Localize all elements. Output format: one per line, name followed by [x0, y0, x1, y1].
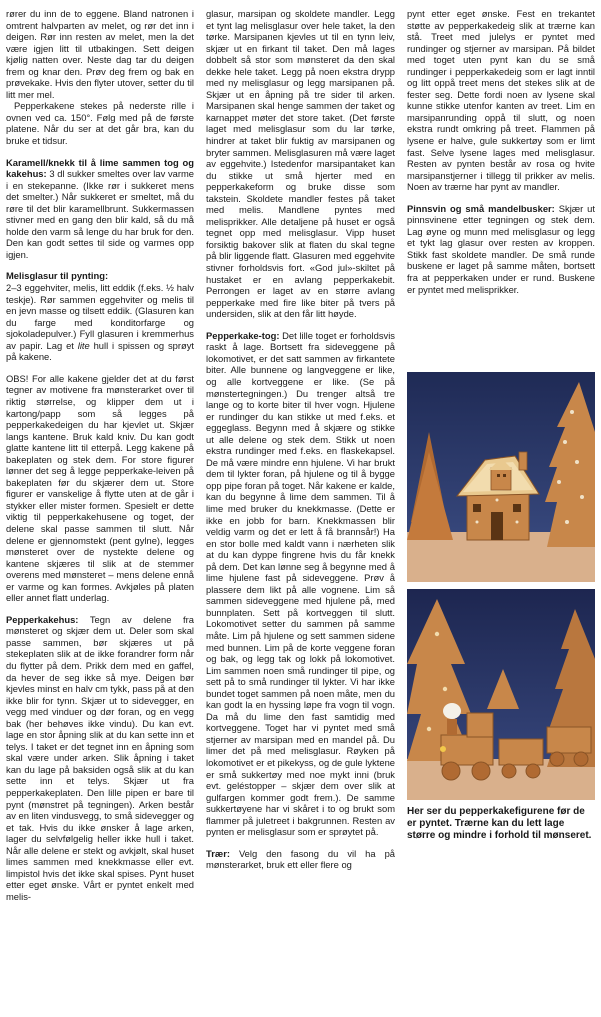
paragraph — [6, 270, 194, 362]
paragraph — [6, 157, 194, 261]
section-heading: Pinnsvin og små mandelbusker: — [407, 202, 555, 214]
paragraph-body: Tegn av delene fra mønsteret og skjær dem ut. Deler som skal passe sammen, bør skjæres ut på stekeplaten slik at de ikke forandrer form når du flytter på dem. Prikk dem med en gaffel, da hever de seg ikke så mye. Deigen bør kjevles minst en halv cm tykk, pass på at den ikke blir for tynn. Skjær ut to sidevegger, en vegg med vinduer og dør foran, og en vegg bak (her behøves ikke vindu). Du kan evt. lage en stor åpning slik at du kan sette inn et telys. I taket er det tegnet inn en åpning som skal være under arken. Slik åpning i taket kan du lage på baksiden også slik at du kan sette inn et telys. Skjær ut fra pepperkakeplaten. Den lille pipen er bare til pynt (mønstret på tegningen). Arken består av en liten vindusvegg, to små sidevegger og et tak. Hvis du ikke ønsker å lage arken, lager du selvfølgelig heller ikke hull i taket. Når alle delene er stekt og avkjølt, skal huset limes sammen med knekkmasse eller evt. limpistol hvis det ikke skal spises. Pynt huset etter eget ønske. Vårt er pyntet enkelt med melis- — [6, 613, 194, 902]
paragraph — [6, 614, 194, 903]
gingerbread-train-illustration — [407, 589, 595, 800]
section-heading: Trær: — [206, 847, 230, 859]
paragraph-body: Det lille toget er forholdsvis raskt å lage. Bortsett fra sideveggene på lokomotivet, er det satt sammen av firkantete biter. Alle bunnene og langveggene er like, og alle kortveggene er like. (Se på mønstertegningen.) Du trenger altså tre lange og to korte biter til hver vogn. Hjulene er rundinger du kan stikke ut med f.eks. et eggeglass. Begynn med å skjære og stikke ut alle delene og stek dem. Stikk ut noen ekstra rundinger med f.eks. en flaskekapsel. De må være mindre enn hjulene. Vi har brukt dem til lykter foran, på hjulene og til å bygge opp pipe foran på toget. Når kakene er kalde, kan du begynne å lime dem sammen. Til å lime med bruker du knekkmasse. (Dette er ikke en jobb for barn. Knekkmassen blir veldig varm og det er lett å få brannsår!) Ha en stor bolle med kaldt vann i nærheten slik at du kan dyppe fingrene hvis du får knekk på dem. Det kan lønne seg å begynne med å lime hjulene fast på sideveggene. Prøv å plassere dem likt på alle vognene. Lim så sammen sideveggene med hjulene på, med bunnplaten. Sett på kortveggen til slutt. Lokomotivet setter du sammen på samme måte. Lim på hjulene og sett sammen sidene med bunnen. Lim på de korte veggene foran og bak, og legg tak og lokk på lokomotivet. Lim sammen noen små rundinger til pipe, og sett på to små rundinger til lykter. Vi har ikke bundet toget sammen på noen måte, men du kan godt la en hyssing løpe fra vogn til vogn. Da må du lime den fast samtidig med kortveggene. Toget har vi pyntet med små stjerner av marsipan med en mandel på. Du limer det på med melisglasur. Røyken på lokomotivet er et pikekyss, og de gule lyktene er små sukkertøy med noe mykt inni (bruk evt. geléstopper – skjær dem over slik at gulfargen kommer godt frem.). De samme sukkertøyene har vi skåret i to og brukt som flammer på juletreet i bakgrunnen. Resten av pynten er melisglasur som er sprøytet på. — [206, 329, 395, 838]
text-column-right — [407, 8, 595, 358]
photo-caption: Her ser du pepperkakefigurene før de er pyntet. Trærne kan du lett lage større og mindre i forhold til mønseret. — [407, 806, 592, 841]
text-column-middle — [206, 8, 395, 1013]
photo-gingerbread-train — [407, 589, 595, 800]
section-heading: Pepperkakehus: — [6, 613, 79, 625]
paragraph — [206, 848, 395, 871]
paragraph: Pepperkakene stekes på nederste rille i ovnen ved ca. 150°. Følg med på de første platene. Når du ser at det går bra, kan du bruke et tidsur. — [6, 100, 194, 147]
paragraph-body: 2–3 eggehviter, melis, litt eddik (f.eks. ½ halv teskje). Rør sammen eggehviter og melis til en jevn masse og tilsett eddik. (Glasuren kan du farge med konditorfarge og sjokoladepulver.) Fyll glasuren i kremmerhus av papir. Lag et — [6, 282, 194, 351]
section-heading: Karamell/knekk til å lime sammen tog og kakehus: — [6, 156, 194, 180]
section-heading: Melisglasur til pynting: — [6, 270, 109, 282]
emphasis: lite — [77, 339, 90, 351]
paragraph: glasur, marsipan og skoldete mandler. Legg et tynt lag melisglasur over hele taket, la den tørke. Marsipanen kjevles ut til en tynn leiv, skjær ut en firkant til taket. Den må lages dobbelt så stor som mønsteret da den skal dekke hele taket. Legg på noen ekstra drypp med ny melisglasur og legg marsipanen på. Skjær ut en åpning på tre sider til arken. Marsipanen skal henge sammen der taket og karnappet møter det store taket. (Det første laget med melisglasur som du lar tørke, hindrer at taket blir fuktig av marsipanen og bryter sammen. Melisglasuren må være laget av eggehvite.) Istedenfor marsipantaket kan du stikke ut små hjerter med en pepperkakeform og bruke disse som takstein. Skoldete mandler festes på taket med melis. Mandlene pyntes med melisprikker. Alle detaljene på huset er også tegnet opp med melisglasur. Vipp huset forsiktig bakover slik at flaten du skal tegne på blir liggende flatt. Glasuren med eggehvite stivner forholdsvis fort. «God jul»-skiltet på hustaket er en avlang pepperkakebit. Perrongen er laget av en større avlang pepperkake med fire like biter på tvers på undersiden, slik at den får litt høyde. — [206, 8, 395, 320]
paragraph-body: 3 dl sukker smeltes over lav varme i en stekepanne. (Ikke rør i sukkeret mens det smelter.) Når sukkeret er smeltet, må du røre til det blir karamellbrunt. Sukkermassen stivner med en gang den blir kald, så du må holde den varm så lenge du har bruk for den. Den kan godt settes til side og varmes opp igjen. — [6, 168, 194, 260]
paragraph-body: Skjær ut pinnsvinene etter tegningen og stek dem. Lag øyne og munn med melisglasur og legg et tykt lag glasur over resten av kroppen. Stikk fast skoldete mandler. De små runde buskene er laget på samme måten, bortsett fra at pepperkaken under er rund. Buskene er pyntet med melisprikker. — [407, 202, 595, 295]
paragraph: pynt etter eget ønske. Fest en trekantet støtte av pepperkakedeig slik at trærne kan stå. Treet med julelys er pyntet med rundinger og stjerner av marsipan. På bildet med toget uten pynt kan du se små rundinger i pepperkakedeig som er lagt inntil og litt oppå treet mens det stekes slik at de fester seg. Dette fordi noen av lysene skal kunne stikke utenfor kanten av treet. Lim en marsipanrunding oppå til slutt, og noen ekstra rundt omkring på treet. Flammen på lysene er halve, gule sukkertøy som er limt fast. Selve lysene lages med melisglasur. Resten av pynten består av rosa og hvite marsipanstjerner i tillegg til prikker av melis. Noen av trærne har pynt av mandler. — [407, 8, 595, 193]
text-column-left — [6, 8, 194, 1013]
photo-gingerbread-house — [407, 372, 595, 582]
paragraph: OBS! For alle kakene gjelder det at du først tegner av motivene fra mønsterarket over til riktig størrelse, og klipper dem ut i kartong/papp som så legges på pepperkakedeigen du har kjevlet ut. Skjær langs kantene. Bruk kald kniv. Du kan godt glatte kantene litt til etterpå. Legg kakene på bakeplaten og stek dem. For store figurer lønner det seg å legge pepperkake-leiven på bakeplaten før du skjærer dem ut. Store figurer er vanskelige å flytte uten at de går i stykker eller mister formen. Spesielt er dette viktig til pepperkakehusene og toget, der delene skal passe sammen til slutt. Når delene er gjennomstekt (pent gylne), legges mønsteret over de nystekte delene og kantene skjæres til slik at de stemmer overens med mønsteret – mens delene ennå er varme og kan formes. Avkjøles på platen eller annet flatt underlag. — [6, 372, 194, 604]
section-heading: Pepperkake-tog: — [206, 329, 280, 341]
paragraph: rører du inn de to eggene. Bland natronen i omtrent halvparten av melet, og rør det inn i deigen. Rør inn resten av melet, men la det være igjen litt til utbakingen. Sett deigen kjølig natten over. Neste dag tar du deigen frem og knar den. Prøv deg frem og bak en prøvekake. Hvis den flyter utover, setter du til litt mer mel. — [6, 8, 194, 100]
paragraph-body: Velg den fasong du vil ha på mønsterarket, bruk ett eller flere og — [206, 847, 395, 871]
gingerbread-house-illustration — [407, 372, 595, 582]
paragraph — [407, 203, 595, 295]
paragraph — [206, 330, 395, 838]
paragraph-body: hull i spissen og sprøyt på kakene. — [6, 339, 194, 363]
